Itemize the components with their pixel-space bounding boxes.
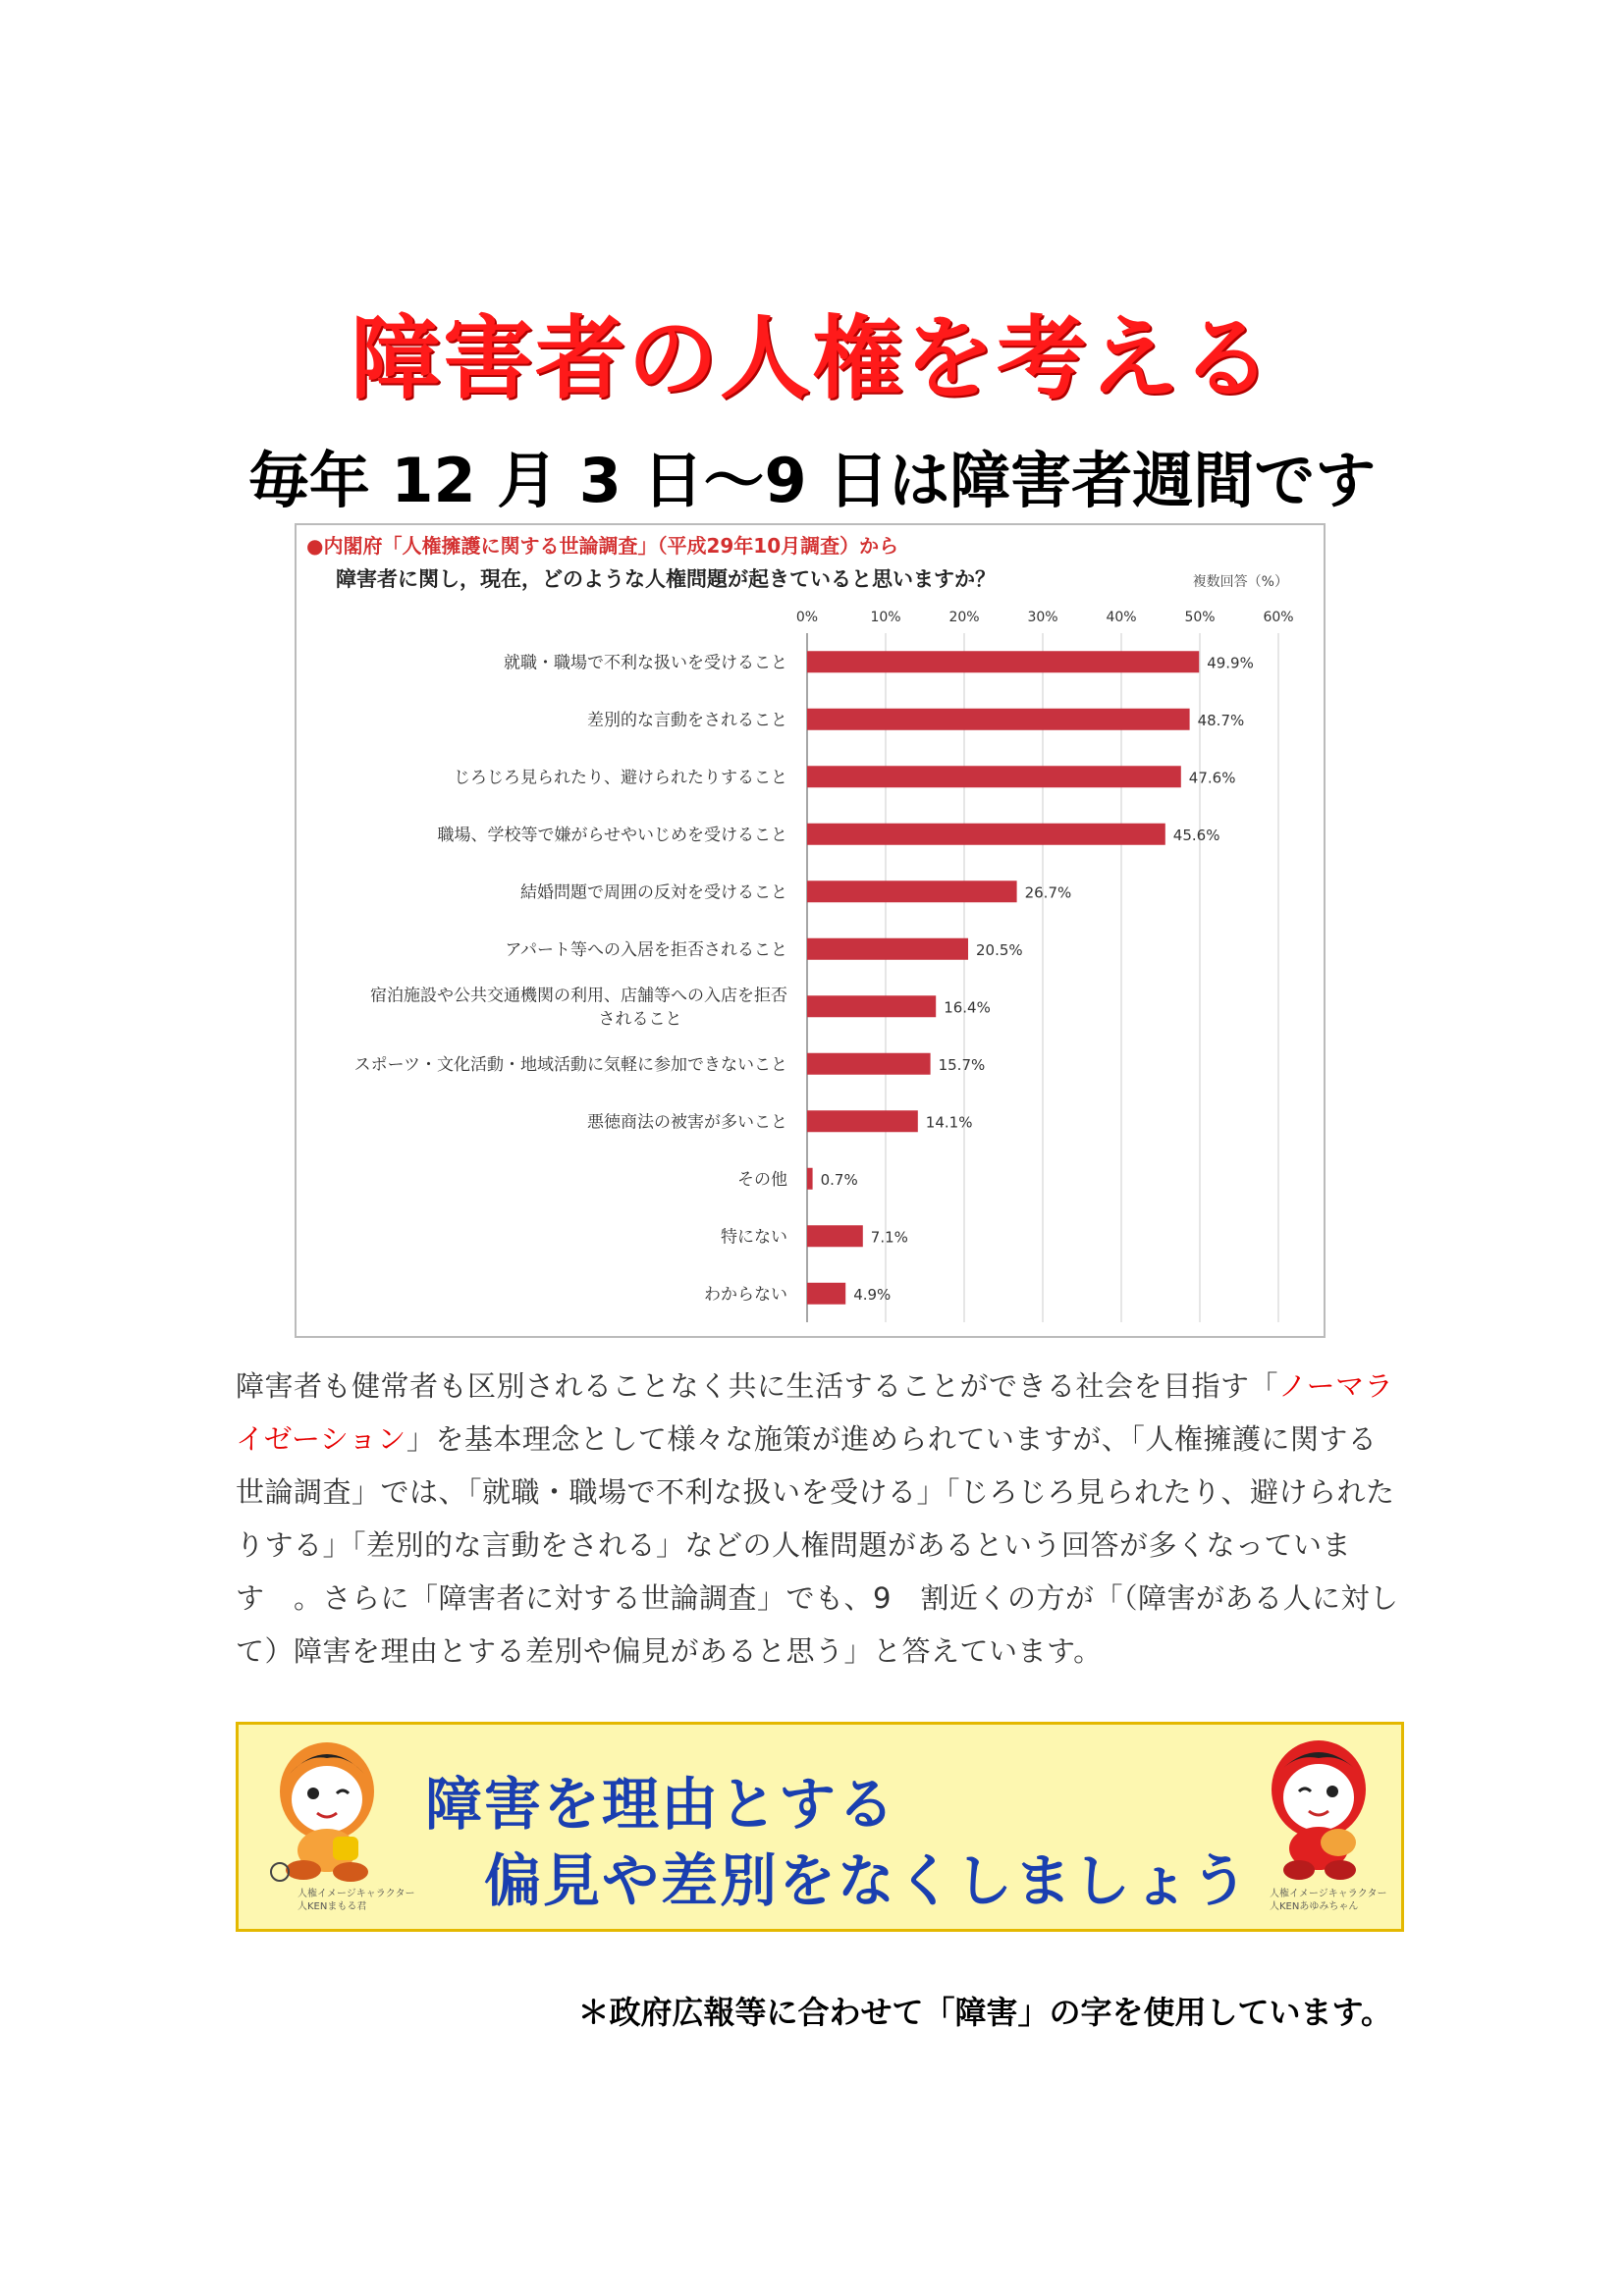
data-label: 45.6% xyxy=(1172,826,1220,844)
data-label: 26.7% xyxy=(1024,883,1072,902)
data-label: 16.4% xyxy=(944,998,991,1017)
page-title: 障害者の人権を考える xyxy=(350,306,1273,411)
body-text-1: 障害者も健常者も区別されることなく共に生活することができる社会を目指す「 xyxy=(236,1369,1279,1403)
body-paragraph xyxy=(236,1360,1404,1678)
x-tick-label: 0% xyxy=(795,610,819,625)
category-label: 特にない xyxy=(721,1227,787,1248)
data-label: 15.7% xyxy=(938,1055,986,1074)
survey-chart xyxy=(295,523,1326,1338)
chart-svg xyxy=(297,525,1324,1336)
data-label: 14.1% xyxy=(925,1113,973,1132)
data-label: 20.5% xyxy=(976,940,1023,959)
category-label: されること xyxy=(598,1009,682,1030)
chart-note: 複数回答（%） xyxy=(1192,574,1288,590)
bar xyxy=(807,1168,813,1190)
category-label: 職場、学校等で嫌がらせやいじめを受けること xyxy=(437,825,787,845)
boy-mascot-icon xyxy=(268,1735,386,1892)
bar xyxy=(807,1225,863,1247)
banner-line-2: 偏見や差別をなくしましょう xyxy=(484,1847,1251,1914)
category-label: 就職・職場で不利な扱いを受けること xyxy=(504,653,787,673)
category-label: 差別的な言動をされること xyxy=(587,710,787,730)
girl-mascot-icon xyxy=(1260,1733,1378,1890)
banner-line-1: 障害を理由とする xyxy=(425,1771,897,1838)
x-tick-label: 60% xyxy=(1263,610,1294,625)
bar xyxy=(807,766,1181,787)
category-label: わからない xyxy=(704,1284,787,1305)
bar xyxy=(807,881,1017,902)
data-label: 48.7% xyxy=(1197,711,1245,729)
right-mascot-caption: 人権イメージキャラクター 人KENあゆみちゃん xyxy=(1270,1889,1387,1912)
page-subtitle: 毎年 12 月 3 日～9 日は障害者週間です xyxy=(247,445,1377,516)
x-tick-label: 40% xyxy=(1106,610,1137,625)
x-tick-label: 30% xyxy=(1027,610,1058,625)
category-label: アパート等への入居を拒否されること xyxy=(505,939,787,960)
bar xyxy=(807,995,936,1017)
left-mascot-caption: 人権イメージキャラクター 人KENまもる君 xyxy=(298,1889,415,1912)
x-tick-label: 20% xyxy=(948,610,980,625)
chart-question: 障害者に関し，現在，どのような人権問題が起きていると思いますか？ xyxy=(336,567,996,591)
normalization-highlight: ノーマライゼーション xyxy=(236,1369,1394,1456)
bar xyxy=(807,938,968,960)
bar xyxy=(807,651,1199,672)
category-label: じろじろ見られたり、避けられたりすること xyxy=(454,768,787,788)
chart-source: ●内閣府「人権擁護に関する世論調査」（平成29年10月調査）から xyxy=(306,534,899,558)
data-label: 49.9% xyxy=(1207,654,1254,672)
category-label: その他 xyxy=(737,1169,787,1190)
body-text-2: 」を基本理念として様々な施策が進められていますが、「人権擁護に関する世論調査」では、「就職・職場で不利な扱いを受ける」「じろじろ見られたり、避けられたりする」「差別的な言動をされる」などの人権問題があるという回答が多くなっています 。さらに「障害者に対する世論調査」でも、9 割近くの方が「（障害がある人に対して）障害を理由とする差別や偏見があると思う」と答えています。 xyxy=(236,1422,1399,1668)
bar xyxy=(807,709,1190,730)
bar xyxy=(807,1110,918,1132)
footnote: ＊政府広報等に合わせて「障害」の字を使用しています。 xyxy=(577,1994,1392,2031)
category-label: 結婚問題で周囲の反対を受けること xyxy=(520,882,787,903)
category-label: 宿泊施設や公共交通機関の利用、店舗等への入店を拒否 xyxy=(370,986,787,1006)
data-label: 4.9% xyxy=(853,1285,892,1304)
category-label: 悪徳商法の被害が多いこと xyxy=(587,1112,787,1133)
x-tick-label: 10% xyxy=(870,610,901,625)
awareness-banner xyxy=(236,1722,1404,1932)
data-label: 47.6% xyxy=(1188,769,1236,787)
category-label: スポーツ・文化活動・地域活動に気軽に参加できないこと xyxy=(353,1054,787,1075)
data-label: 0.7% xyxy=(820,1170,858,1189)
x-tick-label: 50% xyxy=(1184,610,1216,625)
bar xyxy=(807,1283,845,1305)
data-label: 7.1% xyxy=(870,1228,908,1247)
bar xyxy=(807,824,1165,845)
bar xyxy=(807,1053,931,1075)
